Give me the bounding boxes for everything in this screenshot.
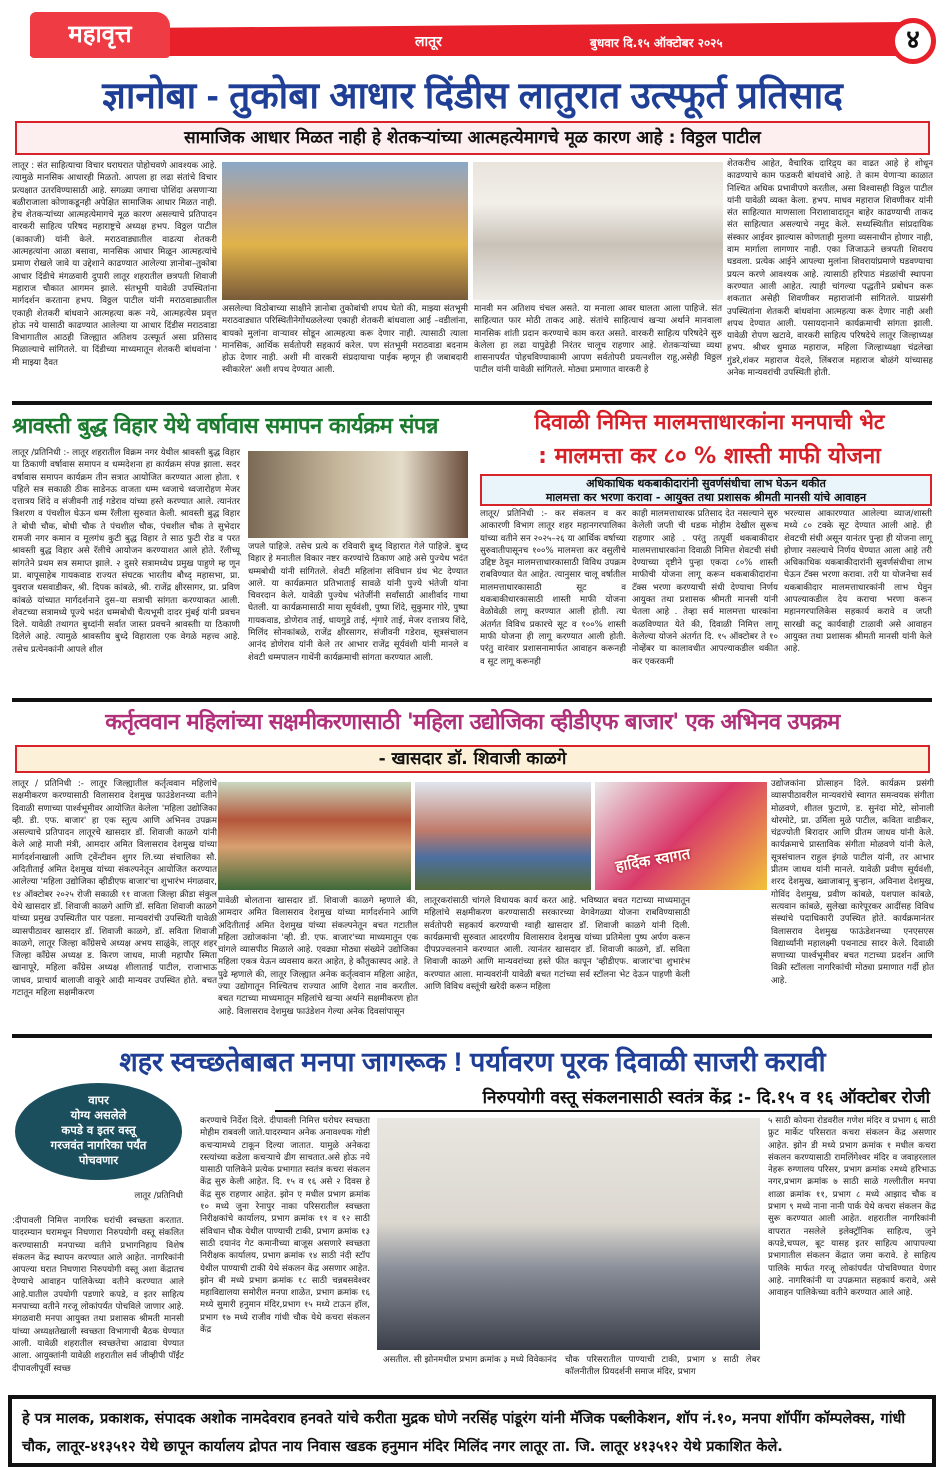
badge-line: वापर: [88, 1093, 109, 1107]
info-badge: [15, 1083, 182, 1180]
photo-caption: चौक परिसरातील पाण्याची टाकी, प्रभाग ४ साठी लेबर कॉलनीतील प्रियदर्शनी समाज मंदिर, प्रभाग: [565, 1355, 760, 1378]
dateline: लातूर /प्रतिनिधी: [134, 1191, 183, 1201]
article-text: काही मालमत्ताधारक प्रतिसाद देत नसल्याने सुरु केलेली जप्ती ची धडक मोहीम देखील सुरूच राहणार आहे . परंतु तत्पूर्वी थकबाकीदार मालमत्ताधारकांना दिवाळी निमित्त शेवटची संधी देण्याच्या दृष्टीने पुन्हा एकदा ८०% शास्ती माफीची योजना लागू करून थकबाकीदारांना टॅक्स भरणा करण्याची संधी देण्याचा निर्णय आयुक्त तथा प्रशासक श्रीमती मानसी यांनी घेतला आहे . तेव्हा सर्व मालमत्ता धारकांना कळविण्यात येते की, दिवाळी निमित्त लागू केलेल्या योजने अंतर्गत दि. १५ ऑक्टोबर ते १० नोव्हेंबर या कालावधीत आपल्याकडील थकीत कर एकरकमी: [632, 509, 778, 667]
article-text: यावेळी बोलताना खासदार डॉ. शिवाजी काळगे म्हणाले की, आमदार अमित विलासराव देशमुख यांच्या मार्गदर्शनाने आणि अदितीताई अमित देशमुख यांच्या संकल्पनेतून बचत गटातील महिला उद्योजकांना 'व्ही. डी. एफ. बाजार'च्या माध्यमातून एक चांगले व्यासपीठ मिळाले आहे. एवढ्या मोठ्या संख्येने उद्योजिका महिला एकत्र येऊन व्यवसाय करत आहेत, हे कौतुकास्पद आहे. ते पुढे म्हणाले की, लातूर जिल्ह्यात अनेक कर्तृत्ववान महिला आहेत, ज्या उद्योगातून निश्चितच राज्यात आणि देशात नाव करतील. बचत गटाच्या माध्यमातून महिलांचे खऱ्या अर्थाने सक्षमीकरण होत आहे. विलासराव देशमुख फाउंडेशन गेल्या अनेक दिवसांपासून: [218, 896, 418, 1017]
issue-date: बुधवार दि.१५ ऑक्टोबर २०२५: [590, 36, 723, 50]
badge-line: गरजवंत नागरिका पर्यंत: [50, 1138, 147, 1152]
article-text: करण्याचे निर्देश दिले. दीपावली निमित्त घरोघर स्वच्छता मोहीम राबवली जाते.यादरम्यान अनेक अनावश्यक गोष्टी कचऱ्यामध्ये टाकून दिल्या जातात. यामुळे अनेकदा रस्त्यांच्या कडेला कचऱ्याचे ढीग साचतात.असे होऊ नये यासाठी पालिकेने प्रत्येक प्रभागात स्वतंत्र कचरा संकलन केंद्र सुरु केली आहेत. दि. १५ व १६ असे २ दिवस हे केंद्र सुरु राहणार आहेत. झोन ए मधील प्रभाग क्रमांक १० मध्ये जुना रेनापुर नाका परिसरातील स्वच्छता निरीक्षकांचे कार्यालय, प्रभाग क्रमांक ११ व १२ साठी संविधान चौक येथील पाण्याची टाकी, प्रभाग क्रमांक १३ साठी दयानंद गेट कमानीच्या बाजूस असणारे स्वच्छता निरीक्षक कार्यालय, प्रभाग क्रमांक १४ साठी नंदी स्टॉप येथील पाण्याची टाकी येथे संकलन केंद्र असणार आहेत. झोन बी मध्ये प्रभाग क्रमांक १८ साठी चन्नबसवेश्वर महाविद्यालया समोरील मनपा शाळेत, प्रभाग क्रमांक १६ मध्ये सुमारी हनुमान मंदिर,प्रभाग १५ मध्ये टाऊन हॉल, प्रभाग १७ मध्ये राजीव गांधी चौक येथे कचरा संकलन केंद्र: [200, 1116, 370, 1336]
subhead-collection-centres: निरुपयोगी वस्तू संकलनासाठी स्वतंत्र केंद्र :- दि.१५ व १६ ऑक्टोबर रोजी: [275, 1085, 930, 1112]
article-text: उद्योजकांना प्रोत्साहन दिले. कार्यक्रम प्रसंगी व्यासपीठावरील मान्यवरांचे स्वागत समन्वयक संगीता मोळवणे, शीतल फुटाणे, ड. सुनंदा मोटे, सोनाली थोरमोटे, प्रा. उर्मिला मुळे पाटील, कविता वाडीकर, चंद्रज्योती बिरादार आणि प्रीतम जाधव यांनी केले. कार्यक्रमाचे प्रास्ताविक संगीता मोळवणे यांनी केले, सूत्रसंचालन राहुल इंगळे पाटील यांनी, तर आभार प्रीतम जाधव यांनी मानले. यावेळी प्रवीण सूर्यवंशी, शरद देशमुख, ख्वाजाबानू बुऱ्हान, अविनाश देशमुख, गोविंद देशमुख, प्रवीण कांबळे, यशपाल कांबळे, सत्यवान कांबळे, सुलेखा कारेपूरकर आदींसह विविध संस्थांचे पदाधिकारी उपस्थित होते. कार्यक्रमानंतर विलासराव देशमुख फाऊंडेशनच्या एनएसएस विद्यार्थ्यांनी महालक्ष्मी पथनाट्य सादर केले. दिवाळी सणाच्या पार्श्वभूमीवर बचत गटाच्या प्रदर्शन आणि विक्री स्टॉलला नागरिकांची मोठ्या प्रमाणात गर्दी होत आहे.: [771, 779, 934, 986]
photo-vihar-gathering: [248, 451, 468, 538]
section-divider: [12, 401, 932, 405]
headline-dindi: ज्ञानोबा - तुकोबा आधार दिंडीस लातुरात उत्स्फूर्त प्रतिसाद: [102, 75, 843, 116]
subhead-tax-line2: मालमत्ता कर भरणा करावा - आयुक्त तथा प्रशासक श्रीमती मानसी यांचे आवाहन: [545, 491, 867, 504]
article-text: मानवी मन अतिशय चंचल असते. या मनाला आवर घालता आला पाहिजे. संत साहित्यात फार मोठी ताकद आहे. संतांचे साहित्याचं खऱ्या अर्थाने मानवाला मानसिक शांती प्रदान करण्याचे काम करत असते. वारकरी साहित्य परिषदेने सुरु केलेला हा लढा यापुढेही निरंतर चालूच राहणार आहे. शेतकऱ्यांच्या व्यथा शासनापर्यंत पोहचविण्याकामी आपण सर्वतोपरी प्रयत्नशील राहू,असेही विठ्ठल पाटील यांनी यावेळी सांगितले. मोठ्या प्रमाणात वारकरी हे: [474, 304, 722, 376]
article-text: :दीपावली निमित्त नागरिक घरांची स्वच्छता करतात. यादरम्यान घरामधून निघणारा निरुपयोगी वस्तू संकलित करण्यासाठी मनपाच्या वतीने प्रभागनिहाय विशेष संकलन केंद्र स्थापन करण्यात आले आहेत. नागरिकांनी आपल्या घरात निघणारा निरुपयोगी वस्तू अशा केंद्रातच देण्याचे आवाहन पालिकेच्या वतीने करण्यात आले आहे.यातील उपयोगी पडणारे कपडे, व इतर साहित्य मनपाच्या वतीने गरजू लोकांपर्यंत पोचविले जाणार आहे. मंगळवारी मनपा आयुक्त तथा प्रशासक श्रीमती मानसी यांच्या अध्यक्षतेखाली स्वच्छता विभागाची बैठक घेण्यात आली. यावेळी शहरातील स्वच्छतेचा आढावा घेण्यात आला. आयुक्तांनी यावेळी शहरातील सर्व जीव्हीपी पॉईंट दीपावलीपूर्वी स्वच्छ: [12, 1216, 184, 1374]
edition-city: लातूर: [415, 34, 442, 50]
badge-line: पोचवणार: [78, 1153, 119, 1167]
badge-line: कपडे व इतर वस्तू: [61, 1123, 136, 1137]
article-text: शेतकरीच आहेत, वैचारिक दारिद्र्य का वाढत आहे हे शोधून काढण्याचे काम फडकरी बांधवांचे आहे. ते काम येणाऱ्या काळात निश्चित अधिक प्रभावीपणे करतील, असा विश्वासही विठ्ठल पाटील यांनी यावेळी व्यक्त केला. हभप. माधव महाराज शिवणीकर यांनी संत साहित्यात माणसाला निराशावादातून बाहेर काढण्याची ताकद संत साहित्यात असल्याचे नमूद केले. सध्यस्थितीत सांप्रदायिक संस्कार आईवर झाल्यास कोणताही मुलगा व्यसनाधीन होणार नाही, वाम मार्गाला लागणार नाही. एका जिजाऊने छत्रपती शिवराय घडवला. प्रत्येक आईने आपल्या मुलांना शिवरायांप्रमाणे घडवण्याचा प्रयत्न करणे आवश्यक आहे. त्यासाठी हरिपाठ मंडळांची स्थापना करण्यात आली आहेत. त्याही चांगल्या पद्धतीने प्रबोधन करू शकतात असेही शिवणीकर महाराजांनी सांगितले. याप्रसंगी उपस्थितांना शेतकरी बांधवांना आत्महत्या करू देणार नाही अशी शपथ देण्यात आली. पसायदानाने कार्यक्रमाची सांगता झाली. यावेळी रोपण खटावे, वारकरी साहित्य परिषदेचे लातूर जिल्हाध्यक्ष हभप. श्रीधर धुमाळ महाराज, महिला जिल्हाध्यक्षा चंद्रलेखा गुंडरे,शंकर महाराज येदले, लिंबराज महाराज बोळंगे यांच्यासह अनेक मान्यवरांची उपस्थिती होती.: [727, 159, 933, 379]
headline-vihar: श्रावस्ती बुद्ध विहार येथे वर्षावास समापन कार्यक्रम संपन्न: [12, 414, 438, 439]
article-text: लातूरकरांसाठी चांगले विधायक कार्य करत आहे. भविष्यात बचत गटाच्या माध्यमातून महिलांचे सक्षमीकरण करण्यासाठी सरकारच्या वेगवेगळ्या योजना राबविण्यासाठी सर्वतोपरी सहकार्य करण्याची ग्वाही खासदार डॉ. शिवाजी काळगे यांनी दिली. कार्यक्रमाची सुरुवात आदरणीय विलासराव देशमुख यांच्या प्रतिमेला पुष्प अर्पण करून दीपप्रज्वलनाने करण्यात आली. त्यानंतर खासदार डॉ. शिवाजी काळगे, डॉ. सविता शिवाजी काळगे आणि मान्यवरांच्या हस्ते फीत कापून 'व्हीडीएफ. बाजार'चा शुभारंभ करण्यात आला. मान्यवरांनी यावेळी बचत गटांच्या सर्व स्टॉलना भेट देऊन पाहणी केली आणि विविध वस्तूंची खरेदी करून महिला: [424, 896, 690, 993]
article-text: भरल्यास आकारण्यात आलेल्या व्याज/शास्ती मध्ये ८० टक्के सूट देण्यात आली आहे. ही शेवटची संधी असून यानंतर पुन्हा ही योजना लागू होणार नसल्याचे निर्णय घेण्यात आला आहे तरी अधिकाधिक थकबाकीदारांनी सुवर्णसंधीचा लाभ घेऊन टॅक्स भरणा करावा. तरी या योजनेचा सर्व थकबाकीदार मालमत्ताधारकांनी लाभ घेवुन आपल्याकडील देय कराचा भरणा करून महानगरपालिकेस सहकार्य करावे व जप्ती सारखी कटू कार्यवाही टाळावी असे आवाहन आयुक्त तथा प्रशासक श्रीमती मानसी यांनी केले आहे.: [784, 509, 932, 655]
section-divider: [12, 1034, 932, 1038]
photo-dindi-stage: [473, 162, 723, 300]
imprint-footer: हे पत्र मालक, प्रकाशक, संपादक अशोक नामदेवराव हनवते यांचे करीता मुद्रक घोणे नरसिंह पांडूरंग यांनी मॅजिक पब्लीकेशन, शॉप नं.१०, मनपा शॉपींग कॉम्पलेक्स, गांधी चौक, लातूर-४१३५१२ येथे छापून कार्यालय द्रोपत नाय निवास खडक हनुमान मंदिर मिलिंद नगर लातूर ता. जि. लातूर ४१३५१२ येथे प्रकाशित केले.: [8, 1395, 936, 1467]
article-text: ५ साठी कोयना रोडवरील गणेश मंदिर व प्रभाग ६ साठी फ्रुट मार्केट परिसरात कचरा संकलन केंद्र असणार आहेत. झोन डी मध्ये प्रभाग क्रमांक १ मधील कचरा संकलन करण्यासाठी रामलिंगेश्वर मंदिर व जवाहरलाल नेहरू रुग्णालय परिसर, प्रभाग क्रमांक २मध्ये हरिभाऊ नगर,प्रभाग क्रमांक ७ साठी साळे गल्लीतील मनपा शाळा क्रमांक ११, प्रभाग ८ मध्ये आझाद चौक व प्रभाग ९ मध्ये नाना नानी पार्क येथे कचरा संकलन केंद्र सुरू करण्यात आली आहेत. शहरातील नागरिकांनी वापरात नसलेले इलेक्ट्रॉनिक साहित्य, जुने कपडे,चप्पल, बूट यासह इतर साहित्य आपापल्या प्रभागातील संकलन केंद्रात जमा करावे. हे साहित्य पालिके मार्फत गरजू लोकांपर्यंत पोचविण्यात येणार आहे. नागरिकांनी या उपक्रमात सहकार्य करावे, असे आवाहन पालिकेच्या वतीने करण्यात आले आहे.: [768, 1116, 936, 1299]
subhead-dindi: सामाजिक आधार मिळत नाही हे शेतकऱ्यांच्या आत्महत्येमागचे मूळ कारण आहे : विठ्ठल पाटील: [15, 121, 930, 155]
photo-stalls: [595, 782, 767, 890]
byline-mp: - खासदार डॉ. शिवाजी काळगे: [15, 745, 930, 773]
photo-dindi-crowd: [222, 162, 468, 300]
headline-tax-line2: : मालमत्ता कर ८० % शास्ती माफी योजना: [538, 444, 881, 469]
photo-lamp-lighting: [415, 782, 591, 890]
photo-group-women: [218, 782, 411, 890]
article-text: लातूर /प्रतिनिधी :- लातूर शहरातील विक्रम नगर येथील श्रावस्ती बुद्ध विहार या ठिकाणी वर्षावास समापन व धम्मदेशना हा कार्यक्रम संपन्न झाला. सदर वर्षावास समापन कार्यक्रम तीन सत्रात आयोजित करण्यात आला होता. १ पहिले सत्र सकाळी ठीक साडेनऊ वाजता धम्म ध्वजाचे ध्वजारोहण मेजर दत्तात्रय शिंदे व संजीवनी ताई गडेराव यांच्या हस्ते करण्यात आले. त्यानंतर त्रिशरण व पंचशील घेऊन धम्म रॅलीला सुरुवात केली. श्रावस्ती बुद्ध विहार ते बोधी चौक, बोधी चौक ते पंचशील चौक, पंचशील चौक ते सुभेदार रामजी नगर कमान व मूलगंध कुटी बुद्ध विहार ते साठ फुटी रोड व परत श्रावस्ती बुद्ध विहार असे रॅलीचे आयोजन करण्याशत आले होते. रॅलीच्यू सांगतेने प्रथम सत्र समाप्त झाले. २ दुसरे सत्रामध्येध प्रमुख पाहुणे म्ह णून प्रा. बापूसाहेब गायकवाड राज्यत संघटक भारतीय बौध्द् महासभा, प्रा. युवराज धसवाडीकर, श्री. दिपक कांबळे, श्री. राजेंद्र क्षीरसागर, प्रा. प्रविण कांबळे यांच्यात मार्गदर्शनाने दुस–या सत्राची सांगता करण्याकत आली. शेवटच्या सत्रामध्ये पूज्ये भदंत धम्मबोधी चैत्यभूमी दादर मुंबई यांनी प्रवचन दिले. यावेळी तथागत बुध्दांनी सर्वात जास्त प्रवचने श्रावस्तीा या ठिकाणी दिलेले आहे. त्यामुळे श्रावस्तीय बुध्दे विहाराला एक वेगळे महत्त्व आहे. तसेच प्रत्येनकांनी आपले शील: [12, 448, 240, 655]
welcome-banner-text: हार्दिक स्वागत: [614, 844, 692, 876]
subhead-tax-line1: अधिकाधिक थकबाकीदारांनी सुवर्णसंधीचा लाभ घेऊन थकीत: [586, 477, 826, 490]
section-divider: [12, 698, 932, 702]
article-text: लातूर : संत साहित्याचा विचार घराघरात पोहोचवणे आवश्यक आहे. त्यामुळे मानसिक आधारही मिळतो. आपला हा लढा संतांचे विचार प्रत्यक्षात उतरविण्यासाठी आहे. सगळ्या जगाचा पोशिंदा असणाऱ्या बळीराजाला कोणाकडूनही अपेक्षित सामाजिक आधार मिळत नाही. हेच शेतकऱ्यांच्या आत्महत्येमागचे मूळ कारण असल्याचे प्रतिपादन वारकरी साहित्य परिषद महाराष्ट्रचे अध्यक्ष हभप. विठ्ठल पाटील (काकाजी) यांनी केले. मराठवाड्यातील वाढत्या शेतकरी आत्महत्यांना आळा बसावा, मानसिक आधार मिळून आत्महत्यांचे प्रमाण रोखले जावे या उद्देशाने काढण्यात आलेल्या ज्ञानोबा–तुकोबा आधार दिंडीचे मंगळवारी दुपारी लातूर शहरातील छत्रपती शिवाजी महाराज चौकात आगमन झाले. संतभूमी यावेळी उपस्थितांना मार्गदर्शन करताना हभप. विठ्ठल पाटील यांनी मराठवाड्यातील एकाही शेतकरी बांधवाने आत्महत्या करू नये, आत्महत्येस प्रवृत्त होऊ नये यासाठी काढण्यात आलेल्या या आधार दिंडीस मराठवाडा विभागातील आठही जिल्ह्यात अतिशय उत्स्फूर्त असा प्रतिसाद मिळाल्याचे सांगितले. या दिंडीच्या माध्यमातून शेतकरी बांधवांना ' मी माझ्या दैवत: [12, 161, 217, 368]
page-number: ४: [890, 18, 936, 64]
photo-meeting: [377, 1118, 760, 1350]
badge-line: योग्य असलेले: [70, 1108, 127, 1122]
article-text: असलेल्या विठोबाच्या साक्षीने ज्ञानोबा तुकोबांची शपथ घेतो की, माझ्या संतभूमी मराठवाड्यात परिस्थितीनेगोंधळलेल्या एकाही शेतकरी बांधवाला आई –वडीलांना, बायको मुलांना वाऱ्यावर सोडून आत्महत्या करू देणार नाही. त्यासाठी त्याला मानसिक, आर्थिक सर्वतोपरी सहकार्य करेल. पण संतभूमी मराठवाडा बदनाम होऊ देणार नाही. अशी मी वारकरी संप्रदायाचा पाईक म्हणून ही जबाबदारी स्वीकारेल' अशी शपथ देण्यात आली.: [222, 304, 468, 376]
photo-caption: असतील. सी झोनमधील प्रभाग क्रमांक ३ मध्ये विवेकानंद: [383, 1355, 557, 1365]
article-text: जपले पाहिजे. तसेच प्रत्ये क रविवारी बुध्द् विहारात गेले पाहिजे. बुध्द विहार हे मनातील विकार नष्टर करण्यांचे ठिकाण आहे असे पुज्येध भदंत धम्मबोधी यांनी सांगितले. शेवटी महिलांना संविधान ग्रंथ भेट देण्यात आले. या कार्यक्रमात प्रतिभाताई सावळे यांनी पुज्ये भंतेजी यांना चिवरदान केले. यावेळी पुज्येध भंतेजींनी सर्वांसाठी आशीर्वाद गाथा घेतली. या कार्यक्रमासाठी माया सूर्यवंशी, पुष्पा शिंदे, सुकुमार गोरे, पुष्पा गायकवाड, डोणेराव ताई, धायगुडे ताई, शृंगारे ताई, मेजर दत्तात्रय शिंदे, मिलिंद सोनकांबळे, राजेंद्र क्षीरसागर, संजीवनी गडेराव, सूत्रसंचालन आनंद डोणेराव यांनी केले तर आभार राजेंद्र सूर्यवंशी यांनी मानले व शेवटी धम्मपालन गाथेंनी कार्यक्रमाची सांगता करण्यात आली.: [248, 542, 468, 663]
newspaper-logo: महावृत्त: [30, 12, 170, 58]
headline-cleanliness: शहर स्वच्छतेबाबत मनपा जागरूक ! पर्यावरण पूरक दिवाळी साजरी करावी: [119, 1047, 826, 1077]
article-text: लातूर/ प्रतिनिधी :- कर संकलन व कर आकारणी विभाग लातूर शहर महानगरपालिका यांच्या वतीने सन २०२५–२६ या आर्थिक वर्षाच्या सुरुवातीपासूनच १००% मालमत्ता कर वसुलीचे उद्दिष्ट ठेवून मालमत्ताधारकासाठी विविध उपक्रम राबविण्यात येत आहेत. त्यानुसार चालू वर्षातील मालमत्ताधारकासाठी सूट व थकबाकीधारकासाठी शास्ती माफी योजना वेळोवेळी लागू करण्यात आली होती. त्या अंतर्गत विविध प्रकारचे सूट व १००% शास्ती माफी योजना ही लागू करण्यात आली होती. परंतु वारंवार प्रशासनामार्फत आवाहन करूनही व सूट लागू करूनही: [480, 509, 626, 667]
headline-vdf-bazaar: कर्तृत्ववान महिलांच्या सक्षमीकरणासाठी 'महिला उद्योजिका व्हीडीएफ बाजार' एक अभिनव उपक्रम: [105, 710, 840, 735]
headline-tax-line1: दिवाळी निमित्त मालमत्ताधारकांना मनपाची भेट: [534, 410, 885, 434]
subhead-tax: [480, 474, 932, 506]
article-text: लातूर / प्रतिनिधी :- लातूर जिल्ह्यातील कर्तृत्ववान महिलांचे सक्षमीकरण करण्यासाठी विलासराव देशमुख फाउंडेशनच्या वतीने दिवाळी सणाच्या पार्श्वभूमीवर आयोजित केलेला 'महिला उद्योजिका व्ही. डी. एफ. बाजार' हा एक स्तुत्य आणि अभिनव उपक्रम असल्याचे प्रतिपादन लातूरचे खासदार डॉ. शिवाजी काळगे यांनी केले आहे माजी मंत्री, आमदार अमित विलासराव देशमुख यांच्या मार्गदर्शनाखाली आणि ट्वेंन्टीवन शुगर लि.च्या संचालिका सौ. अदितीताई अमित देशमुख यांच्या संकल्पनेतून आयोजित करण्यात आलेल्या 'महिला उद्योजिका व्हीडीएफ बाजार'चा शुभारंभ मंगळवार, १४ ऑक्टोबर २०२५ रोजी सकाळी ११ वाजता जिल्हा क्रीडा संकुल येथे खासदार डॉ. शिवाजी काळगे आणि डॉ. सविता शिवाजी काळगे यांच्या प्रमुख उपस्थितीत पार पडला. मान्यवरांची उपस्थिती यावेळी व्यासपीठावर खासदार डॉ. शिवाजी काळगे, डॉ. सविता शिवाजी काळगे, लातूर जिल्हा काँग्रेसचे अध्यक्ष अभय साळुंके, लातूर शहर जिल्हा काँग्रेस अध्यक्ष ड. किरण जाधव, माजी महापौर स्मिता खानापूरे, महिला काँग्रेस अध्यक्ष शीलाताई पाटील, राजाभाऊ जाधव, प्राचार्य बालाजी वाकूरे आदी मान्यवर उपस्थित होते. बचत गटातून महिला सक्षमीकरण: [12, 779, 217, 999]
